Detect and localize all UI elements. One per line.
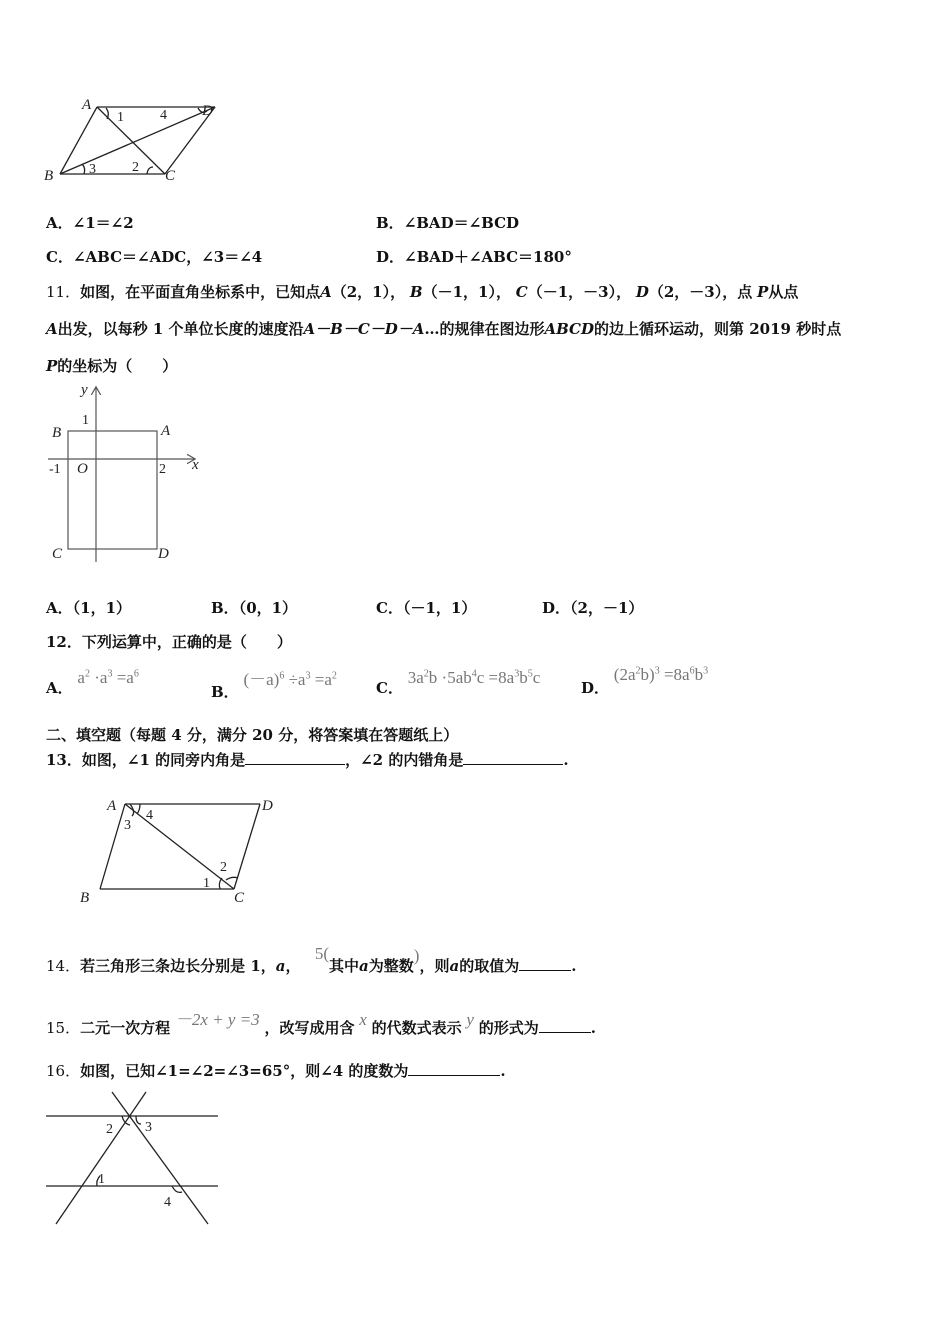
q16-angle-2: 2 <box>106 1122 113 1137</box>
q10-angle-4: 4 <box>160 108 167 123</box>
q11-text-time: 的边上循环运动，则第 2019 秒时点 <box>594 320 842 338</box>
q10-label-c: C <box>165 168 176 184</box>
q11-text-from: 从点 <box>768 283 799 301</box>
q13-text-b: ，∠2 的内错角是 <box>345 751 464 769</box>
q12-option-d[interactable] <box>581 664 709 697</box>
q12-text: 下列运算中，正确的是（ ） <box>81 633 292 651</box>
q11-text-rule: …的规律在图边形 <box>424 320 545 338</box>
q10-label-b: B <box>44 168 54 184</box>
q11-option-a[interactable] <box>46 597 131 618</box>
q16-lines-figure <box>44 1088 224 1228</box>
q13-diagonal-ac <box>125 804 234 889</box>
q10-option-d[interactable] <box>376 246 572 267</box>
q11-x-label: x <box>192 457 199 473</box>
q12-option-c[interactable] <box>376 667 541 697</box>
q13-label-b: B <box>80 890 90 906</box>
q13-blank-2[interactable] <box>463 750 563 765</box>
q13-label-a: A <box>107 798 117 814</box>
q11-path: A－B－C－D－A <box>303 320 425 338</box>
q10-option-b-label: B． <box>376 214 404 232</box>
q15-equation: －2x + y =3 <box>174 1010 260 1029</box>
q11-point-b: B <box>409 283 423 301</box>
q10-label-a: A <box>82 97 92 113</box>
q10-parallelogram-figure <box>40 95 230 190</box>
q15-number: 15． <box>46 1019 81 1037</box>
q14-paren: ) <box>413 946 420 965</box>
q13-parallelogram-figure <box>70 790 290 910</box>
q14-text-d: 为整数 <box>368 957 414 975</box>
q10-option-b[interactable] <box>376 212 519 233</box>
q11-option-a-text: （1，1） <box>72 599 132 617</box>
q11-option-a-label: A． <box>46 599 73 617</box>
q11-point-p: P <box>757 283 769 301</box>
q10-option-a-text: ∠1＝∠2 <box>72 214 134 232</box>
q11-y-label: y <box>81 382 88 398</box>
q13-text-c: . <box>563 751 569 769</box>
q15-stem <box>46 1010 596 1038</box>
q11-point-a: A <box>320 283 332 301</box>
q14-expr: 5( <box>314 944 329 963</box>
q16-blank[interactable] <box>408 1061 500 1076</box>
q16-angle-4: 4 <box>164 1195 171 1210</box>
q12-option-a-expr: $a^2 \cdot a^3 =a^6$ <box>77 668 139 687</box>
q10-option-c-label: C． <box>46 248 73 266</box>
q11-point-c: C <box>515 283 528 301</box>
q14-text-c: 其中 <box>329 957 360 975</box>
q11-label-d: D <box>158 546 169 562</box>
q11-number: 11． <box>46 283 81 301</box>
q13-number: 13． <box>46 751 82 769</box>
q16-stem <box>46 1060 506 1081</box>
q16-number: 16． <box>46 1062 81 1080</box>
q14-text-e: ，则 <box>419 957 450 975</box>
q16-angle-3: 3 <box>145 1120 152 1135</box>
q11-option-b-label: B． <box>211 599 239 617</box>
q15-var-y: y <box>466 1010 474 1029</box>
q13-label-c: C <box>234 890 245 906</box>
q10-angle-2: 2 <box>132 160 139 175</box>
q15-text-c: 的代数式表示 <box>371 1019 462 1037</box>
q13-angle-1: 1 <box>203 876 210 891</box>
q14-var-a1: a <box>275 957 286 975</box>
q12-option-d-expr: $(2a^2b)^3 =8a^6b^3$ <box>613 665 709 684</box>
q16-transversal-right <box>112 1092 208 1224</box>
q11-line-3 <box>46 355 177 376</box>
q10-option-d-label: D． <box>376 248 405 266</box>
q11-tick-1: 1 <box>82 413 89 428</box>
q11-coordinate-figure <box>44 380 214 570</box>
q10-label-d: D <box>202 103 213 119</box>
q15-var-x: x <box>359 1010 367 1029</box>
q11-label-c: C <box>52 546 63 562</box>
q12-option-b-label: B． <box>211 683 239 701</box>
q16-transversal-left <box>56 1092 146 1224</box>
q11-option-b-text: （0，1） <box>238 599 298 617</box>
q12-number: 12． <box>46 633 82 651</box>
q10-angle-3: 3 <box>89 162 96 177</box>
section-2-title: 二、填空题（每题 4 分，满分 20 分，将答案填在答题纸上） <box>46 726 459 744</box>
q10-option-c-text: ∠ABC＝∠ADC，∠3＝∠4 <box>72 248 263 266</box>
q11-coord-a: （2，1）， <box>331 283 406 301</box>
q13-edge-dc <box>234 804 260 889</box>
q10-option-a[interactable] <box>46 212 134 233</box>
q13-label-d: D <box>262 798 273 814</box>
q10-angle-1: 1 <box>117 110 124 125</box>
q10-option-a-label: A． <box>46 214 73 232</box>
q14-blank[interactable] <box>519 956 571 971</box>
q12-option-d-label: D． <box>581 679 610 697</box>
q12-option-c-expr: $3a^2b \cdot 5ab^4c =8a^3b^5c$ <box>407 668 541 687</box>
q11-shape: ABCD <box>544 320 594 338</box>
q11-text-speed: 出发，以每秒 1 个单位长度的速度沿 <box>57 320 304 338</box>
q14-stem <box>46 944 577 976</box>
q11-tick-2: 2 <box>159 462 166 477</box>
q11-coord-b: （－1，1）， <box>422 283 511 301</box>
q11-coord-d: （2，－3），点 <box>648 283 753 301</box>
q11-question: 的坐标为（ ） <box>57 357 178 375</box>
q12-option-b-expr: $(-a)^6 \div a^3 =a^2$ <box>243 670 337 689</box>
q14-number: 14． <box>46 957 81 975</box>
q15-text-d: 的形式为 <box>478 1019 539 1037</box>
q11-option-c-label: C． <box>376 599 403 617</box>
q13-edge-ab <box>100 804 125 889</box>
q13-angle-2: 2 <box>220 860 227 875</box>
q12-option-b[interactable] <box>211 665 337 701</box>
q11-label-a: A <box>161 423 171 439</box>
q11-origin: O <box>77 461 88 477</box>
q16-angle-1: 1 <box>98 1172 105 1187</box>
q10-option-c[interactable] <box>46 246 262 267</box>
q14-text-b: ， <box>285 957 301 975</box>
q11-point-d: D <box>635 283 649 301</box>
q15-blank[interactable] <box>539 1018 591 1033</box>
q11-label-b: B <box>52 425 62 441</box>
q13-angle-4: 4 <box>146 808 153 823</box>
q11-option-d-text: （2，－1） <box>570 599 644 617</box>
q11-text: 如图，在平面直角坐标系中，已知点 <box>80 283 321 301</box>
q14-text-g: . <box>571 957 577 975</box>
q15-text-e: . <box>590 1019 596 1037</box>
q11-option-d-label: D． <box>542 599 571 617</box>
q11-tick-neg1: -1 <box>49 462 61 477</box>
q14-var-a3: a <box>449 957 460 975</box>
q12-option-c-label: C． <box>376 679 403 697</box>
q13-stem <box>46 749 569 770</box>
q12-option-a-label: A． <box>46 679 73 697</box>
q14-var-a2: a <box>359 957 369 975</box>
q16-text: 如图，已知∠1=∠2=∠3=65°，则∠4 的度数为 <box>80 1062 409 1080</box>
q12-option-a[interactable] <box>46 667 139 697</box>
q11-coord-c: （－1，－3）， <box>527 283 632 301</box>
q15-text-b: ，改写成用含 <box>264 1019 355 1037</box>
q11-line-2 <box>46 318 841 339</box>
q10-option-b-text: ∠BAD＝∠BCD <box>403 214 520 232</box>
q11-option-d[interactable] <box>542 597 643 618</box>
q14-text-f: 的取值为 <box>459 957 520 975</box>
q10-option-d-text: ∠BAD＋∠ABC＝180° <box>404 248 572 266</box>
q11-point-p2: P <box>46 357 58 375</box>
q13-blank-1[interactable] <box>245 750 345 765</box>
q13-angle-3: 3 <box>124 818 131 833</box>
q13-text-a: 如图，∠1 的同旁内角是 <box>81 751 246 769</box>
q16-end: . <box>500 1062 506 1080</box>
q12-stem <box>46 631 292 652</box>
q11-rectangle-abcd <box>68 431 157 549</box>
q11-option-c-text: （－1，1） <box>402 599 477 617</box>
q11-line-1 <box>46 281 798 302</box>
q15-text-a: 二元一次方程 <box>80 1019 171 1037</box>
q11-option-b[interactable] <box>211 597 297 618</box>
q11-option-c[interactable] <box>376 597 476 618</box>
q11-start-point: A <box>46 320 58 338</box>
q14-text-a: 若三角形三条边长分别是 1， <box>80 957 276 975</box>
